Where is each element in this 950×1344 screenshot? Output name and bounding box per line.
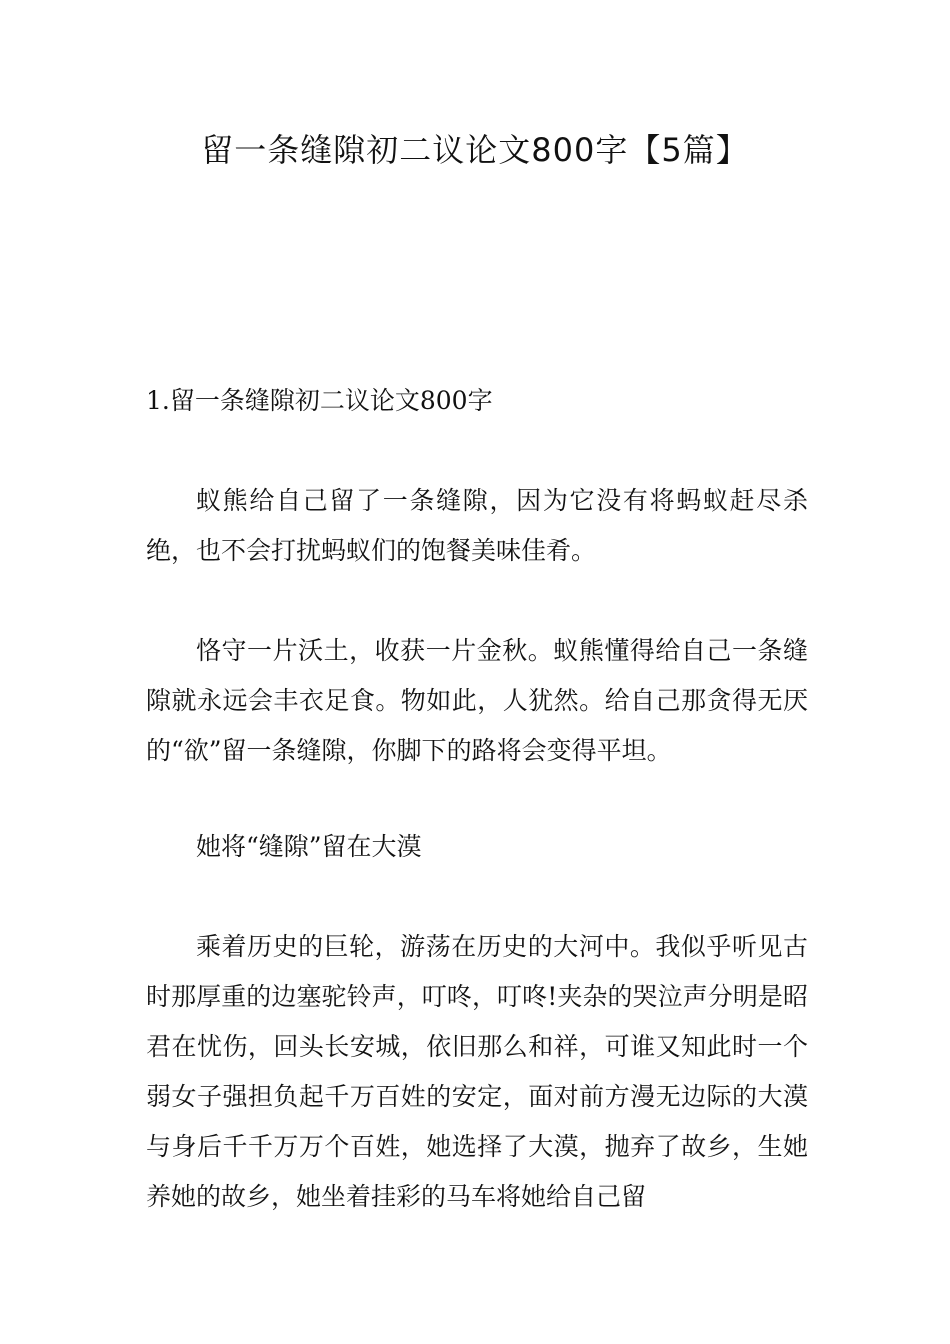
paragraph: 乘着历史的巨轮，游荡在历史的大河中。我似乎听见古时那厚重的边塞驼铃声，叮咚，叮咚!夹杂的哭泣声分明是昭君在忧伤，回头长安城，依旧那么和祥，可谁又知此时一个弱女子强担负起千万百姓的安定，面对前方漫无边际的大漠与身后千千万万个百姓，她选择了大漠，抛弃了故乡，生她养她的故乡，她坐着挂彩的马车将她给自己留 bbox=[146, 932, 808, 1211]
paragraph: 恪守一片沃土，收获一片金秋。蚁熊懂得给自己一条缝隙就永远会丰衣足食。物如此，人犹然。给自己那贪得无厌的“欲”留一条缝隙，你脚下的路将会变得平坦。 bbox=[146, 636, 808, 765]
subheading-paragraph: 她将“缝隙”留在大漠 bbox=[196, 832, 422, 861]
section-heading: 1.留一条缝隙初二议论文800字 bbox=[146, 386, 493, 415]
paragraph: 蚁熊给自己留了一条缝隙，因为它没有将蚂蚁赶尽杀绝，也不会打扰蚂蚁们的饱餐美味佳肴。 bbox=[146, 486, 808, 565]
document-title: 留一条缝隙初二议论文800字【5篇】 bbox=[201, 131, 749, 169]
